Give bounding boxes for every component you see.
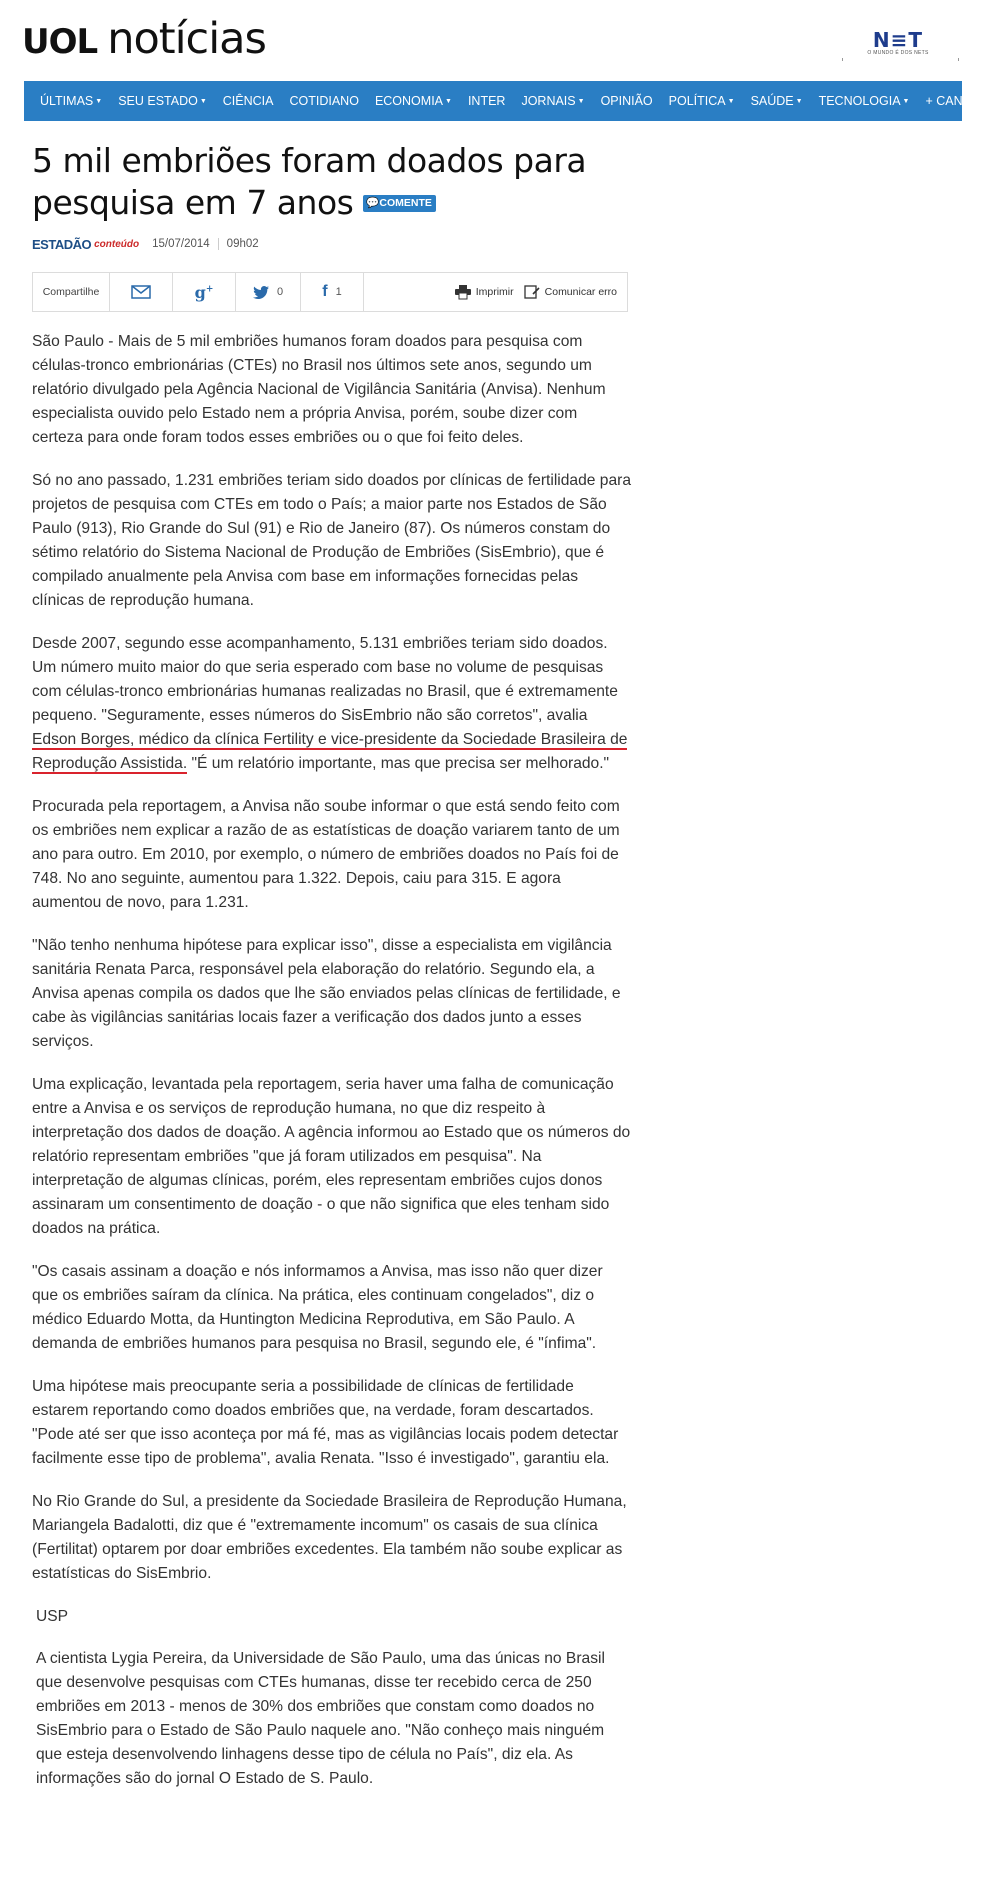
ad-frame-corner <box>958 58 959 61</box>
facebook-icon: f <box>322 283 328 300</box>
speech-bubble-icon: 💬 <box>366 197 380 209</box>
article-title-text: 5 mil embriões foram doados para pesquisa em 7 anos <box>32 141 587 222</box>
comment-button-label: COMENTE <box>379 197 432 209</box>
share-facebook-button[interactable] <box>301 273 364 311</box>
nav-label: + CANAIS <box>925 94 983 108</box>
share-email-button[interactable] <box>110 273 173 311</box>
share-googleplus-button[interactable] <box>173 273 236 311</box>
paragraph-text: "É um relatório importante, mas que precisa ser melhorado." <box>191 755 610 772</box>
nav-item-inter[interactable] <box>460 81 514 121</box>
site-header <box>0 0 976 80</box>
facebook-share-count: 1 <box>335 286 342 298</box>
chevron-down-icon: ▼ <box>795 98 803 105</box>
nav-label: INTER <box>467 94 506 108</box>
chevron-down-icon: ▼ <box>902 98 910 105</box>
chevron-down-icon: ▼ <box>199 98 207 105</box>
article-paragraph: São Paulo - Mais de 5 mil embriões humanos foram doados para pesquisa com células-tronco embrionárias (CTEs) no Brasil nos últimos sete anos, segundo um relatório divulgado pela Agência Nacional de Vigilância Sanitária (Anvisa). Nenhum especialista ouvido pelo Estado nem a própria Anvisa, porém, soube dizer com certeza para onde foram todos esses embriões ou o que foi feito deles. <box>32 333 606 446</box>
nav-label: COTIDIANO <box>289 94 359 108</box>
article-paragraph: Uma hipótese mais preocupante seria a possibilidade de clínicas de fertilidade estarem reportando como doados embriões que, na verdade, foram descartados. "Pode até ser que isso aconteça por má fé, mas as vigilâncias locais podem detectar facilmente esse tipo de problema", avalia Renata. "Isso é investigado", garantiu ela. <box>32 1378 619 1467</box>
nav-item-ciencia[interactable] <box>215 81 282 121</box>
nav-item-politica[interactable] <box>661 81 743 121</box>
nav-item-mais-canais[interactable] <box>917 81 999 121</box>
share-twitter-button[interactable] <box>236 273 301 311</box>
nav-label: ÚLTIMAS <box>40 94 94 108</box>
nav-item-economia[interactable] <box>367 81 460 121</box>
nav-label: ECONOMIA <box>374 94 443 108</box>
highlighted-quote-attribution: Edson Borges, médico da clínica Fertility e vice-presidente da Sociedade Brasileira de Reprodução Assistida. <box>32 731 628 772</box>
section-heading: USP <box>36 1608 69 1625</box>
share-label: Compartilhe <box>33 273 110 311</box>
article-paragraph <box>32 632 632 776</box>
report-error-label: Comunicar erro <box>544 286 617 298</box>
chevron-down-icon: ▼ <box>577 98 585 105</box>
net-logo-mark: N≡T <box>872 28 924 52</box>
source-suffix: conteúdo <box>94 238 140 250</box>
source-name[interactable]: ESTADÃO <box>32 236 92 252</box>
print-label: Imprimir <box>475 286 514 298</box>
net-logo-tagline: O MUNDO É DOS NETS <box>867 50 929 56</box>
paragraph-text: Desde 2007, segundo esse acompanhamento, 5.131 embriões teriam sido doados. Um número muito maior do que seria esperado com base no volume de pesquisas com células-tronco embrionárias humanas realizadas no Brasil, que é extremamente pequeno. "Seguramente, esses números do SisEmbrio não são corretos", avalia <box>32 635 618 724</box>
nav-label: TECNOLOGIA <box>818 94 901 108</box>
chevron-down-icon: ▼ <box>727 98 735 105</box>
nav-label: SEU ESTADO <box>118 94 198 108</box>
article-paragraph: Só no ano passado, 1.231 embriões teriam sido doados por clínicas de fertilidade para projetos de pesquisa com CTEs em todo o País; a maior parte nos Estados de São Paulo (913), Rio Grande do Sul (91) e Rio de Janeiro (87). Os números constam do sétimo relatório do Sistema Nacional de Produção de Embriões (SisEmbrio), que é compilado anualmente pela Anvisa com base em informações fornecidas pelas clínicas de reprodução humana. <box>32 472 631 609</box>
report-error-icon <box>524 285 540 299</box>
article-paragraph: Procurada pela reportagem, a Anvisa não soube informar o que está sendo feito com os embriões nem explicar a razão de as estatísticas de doação variarem tanto de um ano para outro. Em 2010, por exemplo, o número de embriões doados no País foi de 748. No ano seguinte, aumentou para 1.322. Depois, caiu para 315. E agora aumentou de novo, para 1.231. <box>32 798 620 911</box>
nav-item-saude[interactable] <box>743 81 811 121</box>
article-paragraph: Uma explicação, levantada pela reportagem, seria haver uma falha de comunicação entre a Anvisa e os serviços de reprodução humana, no que diz respeito à interpretação dos dados de doação. A agência informou ao Estado que os números do relatório representam embriões "que já foram utilizados em pesquisa". Na interpretação de algumas clínicas, porém, eles representam embriões cujos donos assinaram um consentimento de doação - o que não significa que eles tenham sido doados na prática. <box>32 1076 631 1237</box>
nav-label: SAÚDE <box>750 94 794 108</box>
chevron-down-icon: ▼ <box>445 98 452 105</box>
twitter-share-count: 0 <box>276 286 284 298</box>
nav-item-tecnologia[interactable] <box>811 81 918 121</box>
nav-item-jornais[interactable] <box>513 81 592 121</box>
chevron-down-icon: ▼ <box>984 98 992 105</box>
article-paragraph: A cientista Lygia Pereira, da Universidade de São Paulo, uma das únicas no Brasil que desenvolve pesquisas com CTEs humanas, disse ter recebido cerca de 250 embriões em 2013 - menos de 30% dos embriões que constam como doados no SisEmbrio para o Estado de São Paulo naquele ano. "Não conheço mais ninguém que esteja desenvolvendo linhagens desse tipo de célula no País", diz ela. As informações são do jornal O Estado de S. Paulo. <box>36 1650 605 1787</box>
nav-item-ultimas[interactable] <box>24 81 110 121</box>
print-button[interactable] <box>455 273 524 311</box>
article-body <box>32 330 632 1810</box>
net-partner-logo[interactable] <box>866 30 930 57</box>
publish-time: 09h02 <box>226 238 259 250</box>
comment-button[interactable] <box>363 195 436 212</box>
nav-label: OPINIÃO <box>600 94 653 108</box>
uol-wordmark: UOL <box>22 22 98 62</box>
twitter-bird-icon <box>253 286 269 299</box>
publish-date: 15/07/2014 <box>152 238 219 250</box>
nav-item-opiniao[interactable] <box>593 81 661 121</box>
article-byline <box>32 234 259 254</box>
nav-label: POLÍTICA <box>668 94 726 108</box>
nav-item-cotidiano[interactable] <box>281 81 366 121</box>
share-toolbar <box>32 272 628 312</box>
nav-item-seu-estado[interactable] <box>110 81 215 121</box>
article-paragraph: "Os casais assinam a doação e nós informamos a Anvisa, mas isso não quer dizer que os embriões saíram da clínica. Na prática, eles continuam congelados", diz o médico Eduardo Motta, da Huntington Medicina Reprodutiva, em São Paulo. A demanda de embriões humanos para pesquisa no Brasil, segundo ele, é "ínfima". <box>32 1263 603 1352</box>
noticias-wordmark: notícias <box>107 14 266 64</box>
report-error-button[interactable] <box>524 273 627 311</box>
article-paragraph: No Rio Grande do Sul, a presidente da Sociedade Brasileira de Reprodução Humana, Mariangela Badalotti, diz que é "extremamente incomum" os casais de sua clínica (Fertilitat) optarem por doar embriões excedentes. Ela também não soube explicar as estatísticas do SisEmbrio. <box>32 1493 627 1582</box>
nav-label: JORNAIS <box>521 94 576 108</box>
printer-icon <box>455 285 471 299</box>
chevron-down-icon: ▼ <box>95 98 103 105</box>
article-title <box>32 140 632 224</box>
uol-noticias-logo[interactable] <box>22 14 266 64</box>
envelope-icon <box>131 285 151 299</box>
main-navbar <box>24 81 992 121</box>
ad-frame-corner <box>842 58 843 61</box>
google-plus-icon: g+ <box>194 282 214 302</box>
share-spacer <box>364 273 455 311</box>
nav-label: CIÊNCIA <box>222 94 274 108</box>
article-paragraph: "Não tenho nenhuma hipótese para explicar isso", disse a especialista em vigilância sanitária Renata Parca, responsável pela elaboração do relatório. Segundo ela, a Anvisa apenas compila os dados que lhe são enviados pelas clínicas de fertilidade, e cabe às vigilâncias sanitárias locais fazer a verificação dos dados junto a esses serviços. <box>32 937 621 1050</box>
